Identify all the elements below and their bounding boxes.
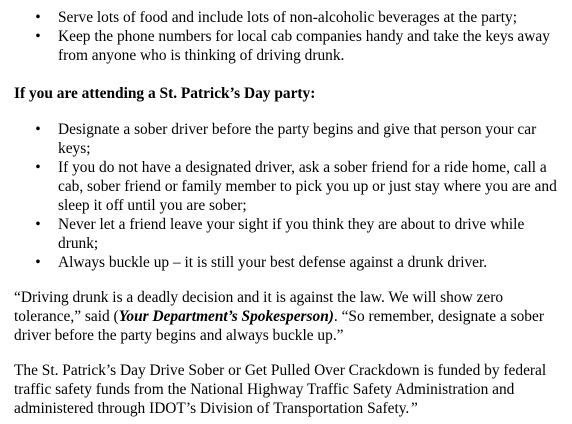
bullet-icon (33, 120, 43, 139)
bullet-icon (33, 158, 43, 177)
attending-heading: If you are attending a St. Patrick’s Day party: (14, 85, 316, 102)
quote-text-start: “Driving drunk is a deadly decision and it is against the law. We will show zero tolerance,” said ( (14, 289, 504, 325)
host-tips-list (14, 8, 566, 65)
funding-paragraph (14, 361, 566, 418)
list-item (14, 27, 566, 65)
list-item (14, 253, 566, 272)
list-item-text: Never let a friend leave your sight if you think they are about to drive while drunk; (58, 216, 525, 252)
list-item-text: If you do not have a designated driver, ask a sober friend for a ride home, call a cab, sober friend or family member to pick you up or just stay where you are and sleep it off until you are sober; (58, 159, 557, 214)
bullet-icon (33, 215, 43, 234)
document-page (14, 8, 566, 418)
list-item (14, 8, 566, 27)
funding-text: The St. Patrick’s Day Drive Sober or Get Pulled Over Crackdown is funded by federal traffic safety funds from the National Highway Traffic Safety Administration and administered through IDOT’s Division of Transportation Safety. (14, 362, 547, 417)
spokesperson-quote (14, 288, 566, 345)
list-item-text: Always buckle up – it is still your best defense against a drunk driver. (58, 254, 488, 271)
list-item (14, 215, 566, 253)
list-item-text: Keep the phone numbers for local cab companies handy and take the keys away from anyone who is thinking of driving drunk. (58, 28, 550, 64)
spokesperson-placeholder: Your Department’s Spokesperson) (118, 308, 334, 325)
attending-tips-list (14, 120, 566, 272)
list-item (14, 120, 566, 158)
list-item (14, 158, 566, 215)
quote-text-end: . “So remember, designate a sober driver before the party begins and always buckle up.” (14, 308, 544, 344)
bullet-icon (33, 8, 43, 27)
list-item-text: Designate a sober driver before the party begins and give that person your car keys; (58, 121, 537, 157)
closing-quote: ” (409, 400, 418, 417)
bullet-icon (33, 253, 43, 272)
list-item-text: Serve lots of food and include lots of non-alcoholic beverages at the party; (58, 9, 518, 26)
bullet-icon (33, 27, 43, 46)
